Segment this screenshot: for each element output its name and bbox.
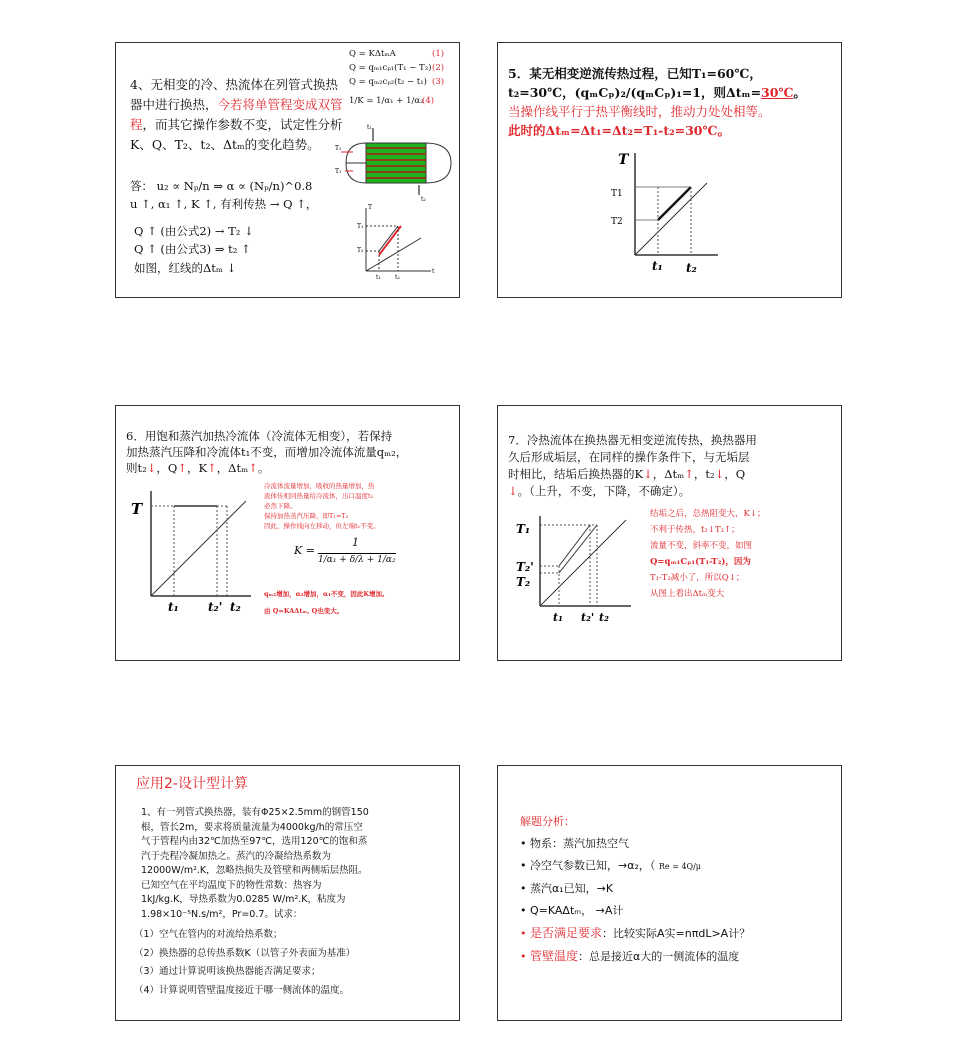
bullet-highlight: 管壁温度 xyxy=(530,949,579,963)
formula-lhs: K = xyxy=(294,544,315,557)
formula: Q = qₘ₂cₚ₂(t₂ − t₁) xyxy=(349,77,427,87)
explain-line: 当操作线平行于热平衡线时，推动力处处相等。 xyxy=(508,104,771,119)
label: T₂ xyxy=(357,247,364,254)
explain-line: 流量不变，斜率不变，如图 xyxy=(650,541,753,551)
explain-line: 必然下降。 xyxy=(264,502,297,510)
label: t₂ xyxy=(599,611,609,624)
problem-line: 6．用饱和蒸汽加热冷流体（冷流体无相变），若保持 xyxy=(126,429,393,443)
answer-blank: ↓ xyxy=(643,467,653,481)
analysis-title: 解题分析： xyxy=(520,815,575,828)
text: 则t₂ xyxy=(126,461,147,475)
text: ，t₂ xyxy=(693,467,715,481)
bullet-item: • 是否满足要求：比较实际A实=nπdL>A计？ xyxy=(520,926,751,940)
label: T1 xyxy=(611,189,623,199)
temperature-graph xyxy=(513,511,638,631)
explain-line: 从图上看出Δtₘ变大 xyxy=(650,589,725,599)
formula-number: (4) xyxy=(422,96,435,106)
slide-problem-4 xyxy=(115,42,460,298)
answer-blank: ↓ xyxy=(714,467,725,481)
answer-blank: ↑ xyxy=(684,467,694,481)
problem-line xyxy=(508,466,745,482)
slide-problem-5 xyxy=(497,42,842,298)
text: ，Q xyxy=(156,461,178,475)
axis-label: t xyxy=(432,268,435,275)
text: 时相比，结垢后换热器的K xyxy=(508,467,644,481)
bullet-text: 物系：蒸汽加热空气 xyxy=(530,837,629,850)
answer-blank: ↑ xyxy=(207,461,217,475)
question-item: （3）通过计算说明该换热器能否满足要求； xyxy=(134,966,321,977)
conclusion-line: qₘ₂增加，α₂增加，α₁不变，因此K增加。 xyxy=(264,590,389,598)
explain-line: T₁-T₂减小了，所以Q↓； xyxy=(650,573,745,583)
label: T₁ xyxy=(335,168,342,175)
label: t₂' xyxy=(581,611,595,624)
slide-solution-analysis xyxy=(497,765,842,1021)
slide-problem-7 xyxy=(497,405,842,661)
bullet-item: • 冷空气参数已知，→α₂，（ Re = 4Q/μ xyxy=(520,859,701,872)
text: ，Δtₘ xyxy=(652,467,685,481)
temperature-graph xyxy=(356,203,436,281)
formula: Q = KΔtₘA xyxy=(349,49,396,59)
axis-label: T xyxy=(618,152,629,168)
answer-line: Q ↑ (由公式2) → T₂ ↓ xyxy=(134,224,254,238)
text: ，而其它操作参数不变，试定性分析 xyxy=(142,117,343,132)
explanation xyxy=(264,481,380,531)
bullet-text: 冷空气参数已知，→α₂，（ xyxy=(530,859,656,872)
bullet-item: • 蒸汽α₁已知，→K xyxy=(520,882,614,895)
label: t₁ xyxy=(168,600,179,614)
answer-blank: 30℃ xyxy=(761,85,794,100)
text: ，Q xyxy=(724,467,746,481)
problem-body xyxy=(141,806,369,922)
body-line: 根，管长2m，要求将质量流量为4000kg/h的常压空 xyxy=(141,821,363,833)
answer-blank: ↓ xyxy=(146,461,157,475)
label: t₂ xyxy=(421,196,426,203)
conclusion-line: 由 Q=KAΔtₘ, Q也变大。 xyxy=(264,607,344,615)
problem-line xyxy=(508,84,806,102)
problem-line: 4、无相变的冷、热流体在列管式换热 xyxy=(130,77,338,92)
body-line: 1kJ/kg.K，导热系数为0.0285 W/m².K，粘度为 xyxy=(141,894,346,905)
question-list xyxy=(134,926,355,1000)
body-line: 气于管程内由32℃加热至97℃，选用120℃的饱和蒸 xyxy=(141,836,368,847)
bullet-text: 蒸汽α₁已知，→K xyxy=(530,882,614,895)
explain-line: 流体传相同热量给冷流体，出口温度t₂ xyxy=(264,492,374,500)
label: t₁ xyxy=(652,259,663,273)
explain-line: 不利于传热，t₂↓T₂↑； xyxy=(650,525,740,535)
label: T₁ xyxy=(516,522,531,536)
formula-number: (1) xyxy=(432,49,445,59)
label: t₂ xyxy=(230,600,241,614)
answer-blank: ↓ xyxy=(508,484,518,498)
bullet-item: • Q=KAΔtₘ， →A计 xyxy=(520,904,624,917)
answer-line: 答： u₂ ∝ Nₚ/n ⇒ α ∝ (Nₚ/n)^0.8 xyxy=(130,179,313,193)
explain-line: 结垢之后，总热阻变大，K↓； xyxy=(650,509,766,519)
text: ，Δtₘ xyxy=(216,461,249,475)
problem-line xyxy=(508,483,690,499)
axis-label: T xyxy=(368,204,373,211)
formula-numerator: 1 xyxy=(352,536,359,549)
problem-line xyxy=(130,96,343,114)
explanation xyxy=(650,506,765,602)
explain-line: 因此，操作线向左移动，但左端t₁不变。 xyxy=(264,522,380,530)
label: T₂ xyxy=(516,575,531,589)
formula: 1/K = 1/α₁ + 1/α₂ xyxy=(349,96,424,106)
label: t₁ xyxy=(376,274,381,281)
explain-line: 此时的Δtₘ=Δt₁=Δt₂=T₁-t₂=30℃。 xyxy=(508,123,730,138)
label: t₁ xyxy=(367,124,372,131)
label: T₂ xyxy=(335,145,342,152)
label: t₁ xyxy=(553,611,563,624)
bullet-list xyxy=(520,833,750,968)
text: ，K xyxy=(186,461,208,475)
answer-line: u ↑, α₁ ↑, K ↑, 有利传热 → Q ↑， xyxy=(130,197,318,211)
problem-line xyxy=(126,460,269,476)
text: 。（上升，不变，下降，不确定）。 xyxy=(517,484,691,498)
slide-problem-6 xyxy=(115,405,460,661)
answer-blank: ↑ xyxy=(177,461,187,475)
bullet-text: ：比较实际A实=nπdL>A计？ xyxy=(602,927,751,940)
formula-number: (3) xyxy=(432,77,445,87)
body-line: 1.98×10⁻⁵N.s/m²，Pr=0.7。试求： xyxy=(141,908,303,920)
label: T₁ xyxy=(357,223,364,230)
question-item: （4）计算说明管壁温度接近于哪一侧流体的温度。 xyxy=(134,984,350,996)
question-item: （1）空气在管内的对流给热系数； xyxy=(134,929,283,940)
question-item: （2）换热器的总传热系数K（以管子外表面为基准） xyxy=(134,947,356,959)
body-line: 12000W/m².K，忽略热损失及管壁和两侧垢层热阻。 xyxy=(141,865,368,876)
answer-line: Q ↑ (由公式3) ⇒ t₂ ↑ xyxy=(134,242,251,256)
label: t₂' xyxy=(208,600,223,614)
answer-blank: ↑ xyxy=(248,461,258,475)
text: 器中进行换热， xyxy=(130,97,218,112)
text: t₂=30℃，(qₘCₚ)₂/(qₘCₚ)₁=1，则Δtₘ= xyxy=(508,85,762,100)
label: T2 xyxy=(611,217,623,227)
problem-line xyxy=(130,116,343,134)
problem-line: 7．冷热流体在换热器无相变逆流传热，换热器用 xyxy=(508,433,757,447)
reynolds-formula: Re = 4Q/μ xyxy=(658,862,701,871)
label: t₂ xyxy=(395,274,400,281)
bullet-text: Q=KAΔtₘ， →A计 xyxy=(530,904,624,917)
formula-denominator: 1/α₁ + δ/λ + 1/α₂ xyxy=(318,555,396,565)
problem-line: 久后形成垢层，在同样的操作条件下，与无垢层 xyxy=(508,450,750,464)
slide-design-calculation xyxy=(115,765,460,1021)
formula-number: (2) xyxy=(432,63,445,73)
body-line: 已知空气在平均温度下的物性常数：热容为 xyxy=(141,879,322,891)
explain-line: 保持加热蒸汽压降，即T₁=T₂ xyxy=(264,512,349,520)
body-line: 1、有一列管式换热器，装有Φ25×2.5mm的钢管150 xyxy=(141,807,369,818)
body-line: 汽于壳程冷凝加热之。蒸汽的冷凝给热系数为 xyxy=(141,850,332,862)
formula: Q = qₘ₁cₚ₁(T₁ − T₂) xyxy=(349,63,432,73)
text: 。 xyxy=(793,85,806,100)
label: T₂' xyxy=(516,560,534,574)
answer-line: 如图，红线的Δtₘ ↓ xyxy=(134,261,237,275)
bullet-item: • 物系：蒸汽加热空气 xyxy=(520,837,629,850)
explain-line: Q=qₘ₁Cₚ₁(T₁-T₂)，因为 xyxy=(650,557,751,567)
highlight-text: 今若将单管程变成双管 xyxy=(217,97,343,112)
label: t₂ xyxy=(686,261,697,275)
problem-line: 5．某无相变逆流传热过程，已知T₁=60℃， xyxy=(508,66,762,81)
heat-exchanger-diagram xyxy=(335,123,456,203)
problem-line: K、Q、T₂、t₂、Δtₘ的变化趋势。 xyxy=(130,137,320,152)
temperature-graph xyxy=(608,148,743,273)
bullet-item: • 管壁温度：总是接近α大的一侧流体的温度 xyxy=(520,949,740,963)
bullet-highlight: 是否满足要求 xyxy=(530,926,603,940)
problem-line: 加热蒸汽压降和冷流体t₁不变，而增加冷流体流量qₘ₂， xyxy=(126,445,408,459)
temperature-graph xyxy=(126,486,256,616)
highlight-text: 程 xyxy=(130,117,143,132)
text: 。 xyxy=(257,461,270,475)
bullet-text: ：总是接近α大的一侧流体的温度 xyxy=(578,950,740,963)
axis-label: T xyxy=(131,500,143,518)
slide-title: 应用2-设计型计算 xyxy=(136,776,248,792)
explain-line: 冷流体流量增加，吸收的热量增加，热 xyxy=(264,482,375,490)
